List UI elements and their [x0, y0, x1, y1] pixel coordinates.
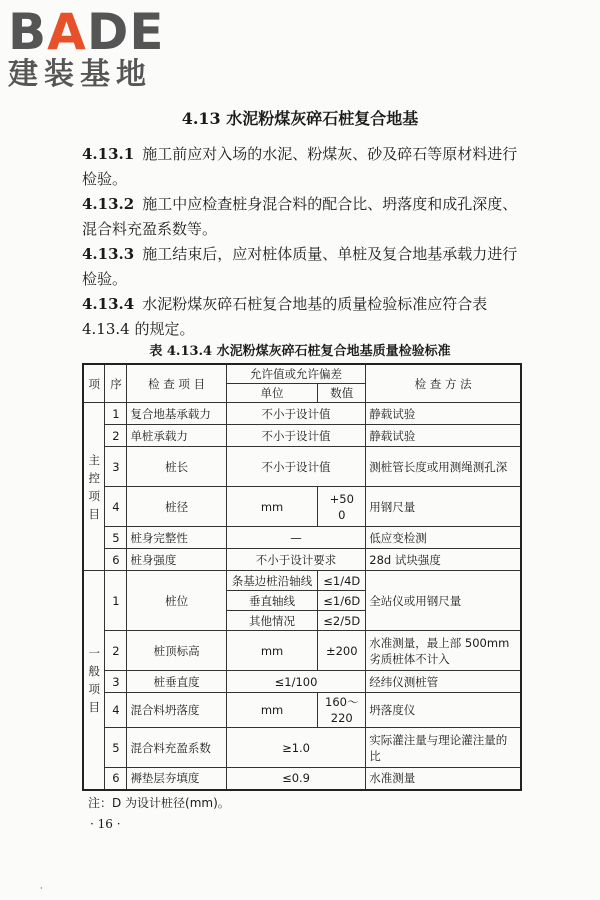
cell-item: 复合地基承载力 [127, 403, 226, 425]
cell-item: 混合料坍落度 [127, 693, 226, 728]
cell-item: 桩长 [127, 447, 226, 487]
cell-seq: 6 [105, 549, 127, 571]
cell-seq: 2 [105, 631, 127, 671]
header-value: 数值 [318, 384, 366, 403]
cell-seq: 3 [105, 447, 127, 487]
table-caption: 表 4.13.4 水泥粉煤灰碎石桩复合地基质量检验标准 [149, 344, 451, 359]
cell-item: 桩径 [127, 487, 226, 527]
cell-sub-label: 其他情况 [226, 611, 318, 631]
cell-allow: ≤0.9 [226, 768, 365, 790]
header-allow: 允许值或允许偏差 [226, 364, 365, 384]
cell-item: 褥垫层夯填度 [127, 768, 226, 790]
header-method: 检 查 方 法 [366, 364, 521, 403]
cell-method: 实际灌注量与理论灌注量的比 [366, 728, 521, 768]
cell-value: ±200 [318, 631, 366, 671]
table-row [83, 671, 521, 693]
header-seq: 序 [105, 364, 127, 403]
cell-seq: 5 [105, 728, 127, 768]
paragraph-4-13-2: 4.13.2 施工中应检查桩身混合料的配合比、坍落度和成孔深度、混合料充盈系数等。 [82, 195, 518, 238]
cell-sub-label: 条基边桩沿轴线 [226, 571, 318, 591]
cell-method: 经纬仪测桩管 [366, 671, 521, 693]
cell-unit: mm [226, 693, 318, 728]
cell-item: 桩垂直度 [127, 671, 226, 693]
table-row [83, 527, 521, 549]
cell-seq: 5 [105, 527, 127, 549]
table-row [83, 768, 521, 790]
cell-method: 坍落度仪 [366, 693, 521, 728]
table-row [83, 403, 521, 425]
cell-method: 静载试验 [366, 425, 521, 447]
cell-allow: ≤1/100 [226, 671, 365, 693]
table-row [83, 549, 521, 571]
cell-sub-value: ≤1/4D [318, 571, 366, 591]
paragraph-4-13-1: 4.13.1 施工前应对入场的水泥、粉煤灰、砂及碎石等原材料进行检验。 [82, 145, 518, 188]
cell-item: 桩顶标高 [127, 631, 226, 671]
table-row [83, 425, 521, 447]
cell-method: 水准测量 [366, 768, 521, 790]
cell-sub-value: ≤1/6D [318, 591, 366, 611]
header-unit: 单位 [226, 384, 318, 403]
cell-value: +50 0 [318, 487, 366, 527]
cell-method: 水准测量，最上部 500mm 劣质桩体不计入 [366, 631, 521, 671]
cell-value: 160～220 [318, 693, 366, 728]
cell-item: 单桩承载力 [127, 425, 226, 447]
table-row [83, 487, 521, 527]
cell-sub-label: 垂直轴线 [226, 591, 318, 611]
cell-method: 28d 试块强度 [366, 549, 521, 571]
cell-seq: 4 [105, 693, 127, 728]
section-title: 4.13 水泥粉煤灰碎石桩复合地基 [181, 109, 419, 128]
table-note: 注：D 为设计桩径(mm)。 [88, 796, 230, 810]
page-number: · 16 · [90, 817, 121, 831]
cell-seq: 3 [105, 671, 127, 693]
paragraph-4-13-3: 4.13.3 施工结束后，应对桩体质量、单桩及复合地基承载力进行检验。 [82, 245, 518, 288]
cell-allow: 不小于设计要求 [226, 549, 365, 571]
cell-sub-value: ≤2/5D [318, 611, 366, 631]
cell-method: 全站仪或用钢尺量 [366, 571, 521, 631]
cell-allow: ≥1.0 [226, 728, 365, 768]
cell-item: 混合料充盈系数 [127, 728, 226, 768]
corner-mark: · [40, 884, 43, 893]
table-row [83, 447, 521, 487]
group-main-label: 主控项目 [83, 403, 105, 571]
cell-unit: mm [226, 487, 318, 527]
header-category: 项 [83, 364, 105, 403]
cell-item: 桩位 [127, 571, 226, 631]
logo-brand: BADE [8, 3, 165, 61]
paragraph-4-13-4: 4.13.4 水泥粉煤灰碎石桩复合地基的质量检验标准应符合表 4.13.4 的规定。 [82, 295, 488, 338]
logo [8, 3, 165, 92]
table-row [83, 693, 521, 728]
cell-seq: 1 [105, 571, 127, 631]
header-item: 检 查 项 目 [127, 364, 226, 403]
quality-standard-table [82, 363, 522, 791]
cell-item: 桩身完整性 [127, 527, 226, 549]
cell-item: 桩身强度 [127, 549, 226, 571]
cell-method: 低应变检测 [366, 527, 521, 549]
cell-seq: 4 [105, 487, 127, 527]
table-row [83, 728, 521, 768]
table-header-row [83, 364, 521, 384]
cell-allow: — [226, 527, 365, 549]
logo-subtitle: 建装基地 [8, 57, 152, 92]
cell-unit: mm [226, 631, 318, 671]
table-row [83, 631, 521, 671]
cell-allow: 不小于设计值 [226, 425, 365, 447]
cell-method: 静载试验 [366, 403, 521, 425]
cell-allow: 不小于设计值 [226, 447, 365, 487]
cell-seq: 6 [105, 768, 127, 790]
cell-method: 用钢尺量 [366, 487, 521, 527]
cell-seq: 2 [105, 425, 127, 447]
cell-method: 测桩管长度或用测绳测孔深 [366, 447, 521, 487]
table-row [83, 571, 521, 591]
cell-allow: 不小于设计值 [226, 403, 365, 425]
cell-seq: 1 [105, 403, 127, 425]
group-general-label: 一般项目 [83, 571, 105, 790]
